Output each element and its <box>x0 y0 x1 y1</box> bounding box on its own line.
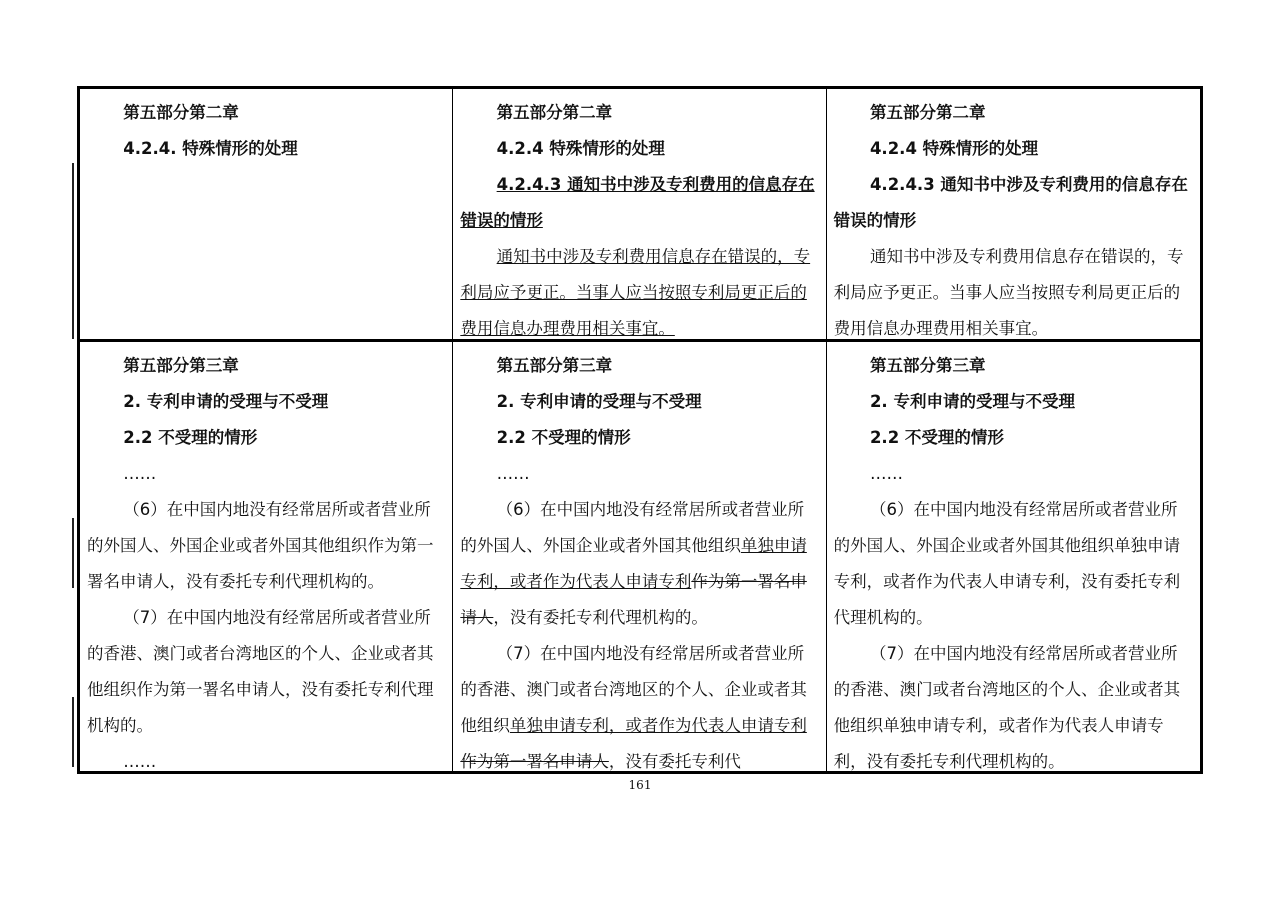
paragraph <box>834 348 1193 384</box>
paragraph <box>460 167 818 239</box>
cell-revision-marked <box>453 342 826 771</box>
text-run: 4.2.4 特殊情形的处理 <box>869 139 1039 158</box>
text-run: 第五部分第二章 <box>123 103 239 122</box>
paragraph <box>834 492 1193 636</box>
text-run: 4.2.4 特殊情形的处理 <box>496 139 665 158</box>
paragraph <box>87 492 445 600</box>
text-run: …… <box>496 464 530 483</box>
paragraph <box>460 131 818 167</box>
paragraph <box>460 384 818 420</box>
change-bar <box>72 697 74 767</box>
text-run: 2.2 不受理的情形 <box>123 428 258 447</box>
paragraph <box>87 131 445 167</box>
table-row <box>80 342 1200 771</box>
text-run: 第五部分第三章 <box>496 356 613 375</box>
text-run: 2.2 不受理的情形 <box>869 428 1004 447</box>
paragraph <box>834 456 1193 492</box>
inserted-text: 单独申请专利，或者作为代表人申请专利 <box>460 536 807 591</box>
text-run: ，没有委托专利代 <box>608 752 741 771</box>
cell-revised-text <box>827 342 1200 771</box>
text-run: ，没有委托专利代理机构的。 <box>493 608 708 627</box>
paragraph <box>834 167 1193 239</box>
paragraph <box>460 95 818 131</box>
text-run: 第五部分第二章 <box>869 103 986 122</box>
text-run: …… <box>123 752 157 771</box>
paragraph <box>834 95 1193 131</box>
paragraph <box>834 384 1193 420</box>
cell-original-text <box>80 342 453 771</box>
text-run: （7）在中国内地没有经常居所或者营业所的香港、澳门或者台湾地区的个人、企业或者其他组织作为第一署名申请人，没有委托专利代理机构的。 <box>87 608 434 735</box>
paragraph <box>834 239 1193 339</box>
text-run: 第五部分第三章 <box>869 356 986 375</box>
paragraph <box>834 131 1193 167</box>
table-row <box>80 89 1200 342</box>
change-bar <box>72 163 74 339</box>
text-run: （6）在中国内地没有经常居所或者营业所的外国人、外国企业或者外国其他组织作为第一署名申请人，没有委托专利代理机构的。 <box>87 500 434 591</box>
paragraph <box>460 420 818 456</box>
paragraph <box>87 95 445 131</box>
paragraph <box>87 744 445 771</box>
text-run: （7）在中国内地没有经常居所或者营业所的香港、澳门或者台湾地区的个人、企业或者其他组织单独申请专利，或者作为代表人申请专利，没有委托专利代理机构的。 <box>833 644 1181 771</box>
text-run: 2. 专利申请的受理与不受理 <box>869 392 1075 411</box>
deleted-text: 作为第一署名申请人 <box>460 752 609 771</box>
page-number: 161 <box>628 778 652 792</box>
paragraph <box>87 456 445 492</box>
text-run: 2. 专利申请的受理与不受理 <box>496 392 702 411</box>
text-run: 4.2.4. 特殊情形的处理 <box>123 139 298 158</box>
text-run: （7）在中国内地没有经常居所或者营业所的香港、澳门或者台湾地区的个人、企业或者其他组织 <box>460 644 807 735</box>
paragraph <box>460 636 818 771</box>
deleted-text: 作为第一署名申请人 <box>460 572 807 627</box>
paragraph <box>460 239 818 339</box>
text-run: 2.2 不受理的情形 <box>496 428 631 447</box>
text-run: 第五部分第二章 <box>496 103 613 122</box>
paragraph <box>834 636 1193 771</box>
comparison-table <box>77 86 1203 774</box>
cell-revised-text <box>827 89 1200 339</box>
paragraph <box>834 420 1193 456</box>
text-run: 第五部分第三章 <box>123 356 239 375</box>
paragraph <box>460 348 818 384</box>
inserted-text: 单独申请专利，或者作为代表人申请专利 <box>509 716 807 735</box>
text-run: 通知书中涉及专利费用信息存在错误的，专利局应予更正。当事人应当按照专利局更正后的费用信息办理费用相关事宜。 <box>833 247 1184 338</box>
paragraph <box>87 348 445 384</box>
text-run: 4.2.4.3 通知书中涉及专利费用的信息存在错误的情形 <box>833 175 1188 230</box>
paragraph <box>460 456 818 492</box>
inserted-text: 通知书中涉及专利费用信息存在错误的，专利局应予更正。当事人应当按照专利局更正后的费用信息办理费用相关事宜。 <box>460 247 811 338</box>
paragraph <box>460 492 818 636</box>
text-run: …… <box>123 464 157 483</box>
paragraph <box>87 420 445 456</box>
text-run: （6）在中国内地没有经常居所或者营业所的外国人、外国企业或者外国其他组织单独申请专利，或者作为代表人申请专利，没有委托专利代理机构的。 <box>833 500 1181 627</box>
text-run: …… <box>869 464 903 483</box>
inserted-text: 4.2.4.3 通知书中涉及专利费用的信息存在错误的情形 <box>460 175 815 230</box>
cell-revision-marked <box>453 89 826 339</box>
change-bar <box>72 518 74 588</box>
text-run: （6）在中国内地没有经常居所或者营业所的外国人、外国企业或者外国其他组织 <box>460 500 805 555</box>
paragraph <box>87 384 445 420</box>
cell-original-text <box>80 89 453 339</box>
paragraph <box>87 600 445 744</box>
text-run: 2. 专利申请的受理与不受理 <box>123 392 329 411</box>
